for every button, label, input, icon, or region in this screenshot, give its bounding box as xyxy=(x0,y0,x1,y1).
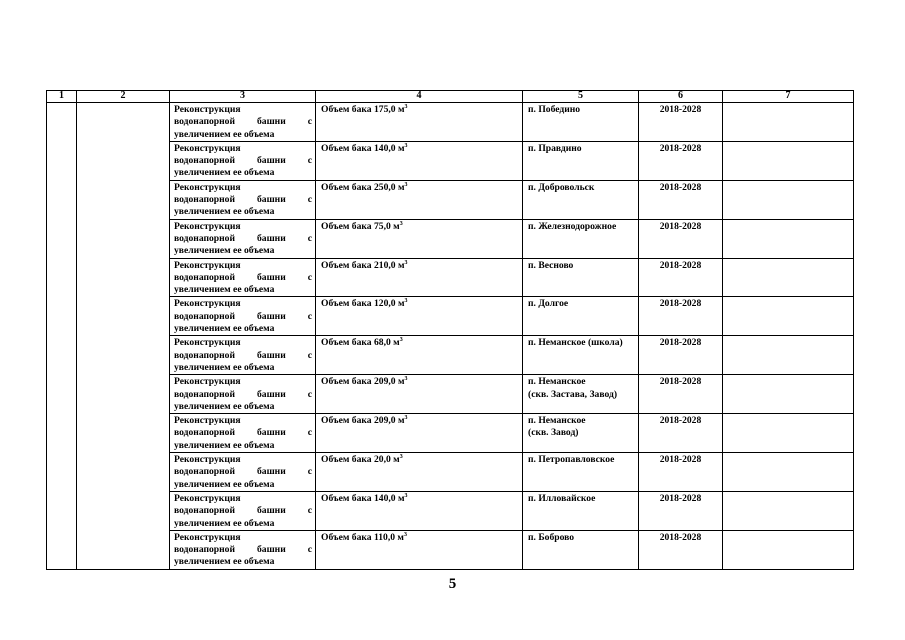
volume-text: Объем бака 209,0 м xyxy=(321,376,405,388)
volume-cell xyxy=(316,141,523,180)
table-header-row xyxy=(47,91,854,103)
unit-superscript: 3 xyxy=(403,531,407,538)
column-header: 7 xyxy=(723,91,854,103)
cell-col7 xyxy=(723,453,854,492)
desc-word: башни xyxy=(256,271,286,283)
volume-cell xyxy=(316,336,523,375)
period-cell xyxy=(639,103,723,142)
desc-word: с xyxy=(307,310,312,322)
period-cell xyxy=(639,530,723,569)
location-line: п. Неманское xyxy=(528,415,586,427)
unit-superscript: 3 xyxy=(399,337,403,344)
desc-line: Реконструкция xyxy=(174,220,241,232)
location-line: п. Илловайское xyxy=(528,492,596,504)
volume-cell xyxy=(316,180,523,219)
desc-line: увеличением ее объема xyxy=(174,556,275,568)
desc-line: увеличением ее объема xyxy=(174,361,275,373)
period-cell xyxy=(639,219,723,258)
description-cell xyxy=(170,375,316,414)
desc-line xyxy=(174,233,312,245)
desc-line: увеличением ее объема xyxy=(174,284,275,296)
desc-line xyxy=(174,505,312,517)
volume-cell xyxy=(316,453,523,492)
location-line: п. Победино xyxy=(528,104,581,115)
cell-col7 xyxy=(723,491,854,530)
column-header: 1 xyxy=(47,91,77,103)
volume-cell xyxy=(316,258,523,297)
location-cell xyxy=(523,297,639,336)
table-row xyxy=(47,103,854,142)
location-line: (скв. Завод) xyxy=(528,427,579,439)
desc-word: с xyxy=(307,194,312,206)
desc-line xyxy=(174,466,312,478)
cell-col7 xyxy=(723,414,854,453)
description-cell xyxy=(170,336,316,375)
location-cell xyxy=(523,258,639,297)
desc-word: башни xyxy=(256,466,286,478)
volume-text: Объем бака 175,0 м xyxy=(321,104,405,115)
volume-text: Объем бака 140,0 м xyxy=(321,492,405,504)
volume-cell xyxy=(316,103,523,142)
desc-word: с xyxy=(307,116,312,128)
location-line: п. Петропавловское xyxy=(528,454,615,466)
period-text: 2018-2028 xyxy=(659,337,702,349)
desc-line xyxy=(174,427,312,439)
unit-superscript: 3 xyxy=(404,376,408,383)
desc-line: Реконструкция xyxy=(174,531,241,543)
desc-line: увеличением ее объема xyxy=(174,517,275,529)
column-header: 5 xyxy=(523,91,639,103)
desc-line: Реконструкция xyxy=(174,142,241,154)
location-line: п. Добровольск xyxy=(528,181,595,193)
desc-word: с xyxy=(307,388,312,400)
location-line: (скв. Застава, Завод) xyxy=(528,388,618,400)
desc-word: водонапорной xyxy=(174,310,235,322)
location-cell xyxy=(523,180,639,219)
desc-line: Реконструкция xyxy=(174,415,241,427)
unit-superscript: 3 xyxy=(404,298,408,305)
period-cell xyxy=(639,180,723,219)
volume-cell xyxy=(316,414,523,453)
location-line: п. Долгое xyxy=(528,298,569,310)
volume-text: Объем бака 20,0 м xyxy=(321,454,400,466)
period-text: 2018-2028 xyxy=(659,376,702,388)
desc-line xyxy=(174,194,312,206)
desc-line: Реконструкция xyxy=(174,492,241,504)
description-cell xyxy=(170,141,316,180)
desc-word: с xyxy=(307,505,312,517)
cell-col7 xyxy=(723,336,854,375)
location-cell xyxy=(523,453,639,492)
volume-text: Объем бака 209,0 м xyxy=(321,415,405,427)
description-cell xyxy=(170,530,316,569)
location-line: п. Правдино xyxy=(528,142,582,154)
period-cell xyxy=(639,297,723,336)
desc-word: башни xyxy=(256,194,286,206)
desc-line: увеличением ее объема xyxy=(174,206,275,218)
cell-col7 xyxy=(723,219,854,258)
volume-cell xyxy=(316,219,523,258)
description-cell xyxy=(170,219,316,258)
volume-cell xyxy=(316,297,523,336)
period-cell xyxy=(639,258,723,297)
desc-line: увеличением ее объема xyxy=(174,478,275,490)
location-cell xyxy=(523,530,639,569)
volume-text: Объем бака 120,0 м xyxy=(321,298,405,310)
column-header: 4 xyxy=(316,91,523,103)
desc-word: с xyxy=(307,232,312,244)
period-text: 2018-2028 xyxy=(659,104,702,115)
desc-line xyxy=(174,544,312,556)
location-cell xyxy=(523,141,639,180)
volume-text: Объем бака 68,0 м xyxy=(321,337,400,349)
description-cell xyxy=(170,297,316,336)
location-line: п. Боброво xyxy=(528,531,575,543)
desc-line: Реконструкция xyxy=(174,298,241,310)
desc-line: Реконструкция xyxy=(174,181,241,193)
volume-text: Объем бака 110,0 м xyxy=(321,531,404,543)
desc-line xyxy=(174,116,312,128)
desc-word: водонапорной xyxy=(174,349,235,361)
column-header: 6 xyxy=(639,91,723,103)
unit-superscript: 3 xyxy=(404,415,408,422)
desc-word: водонапорной xyxy=(174,116,235,128)
desc-word: водонапорной xyxy=(174,232,235,244)
period-text: 2018-2028 xyxy=(659,298,702,310)
description-cell xyxy=(170,491,316,530)
unit-superscript: 3 xyxy=(399,220,403,227)
desc-line: увеличением ее объема xyxy=(174,128,275,140)
cell-col7 xyxy=(723,141,854,180)
desc-word: башни xyxy=(256,116,286,128)
cell-col2 xyxy=(77,103,170,570)
location-cell xyxy=(523,414,639,453)
table-body xyxy=(47,103,854,570)
desc-word: водонапорной xyxy=(174,388,235,400)
desc-word: водонапорной xyxy=(174,427,235,439)
column-header: 3 xyxy=(170,91,316,103)
location-cell xyxy=(523,103,639,142)
period-cell xyxy=(639,141,723,180)
description-cell xyxy=(170,414,316,453)
period-text: 2018-2028 xyxy=(659,142,702,154)
period-text: 2018-2028 xyxy=(659,454,702,466)
location-cell xyxy=(523,491,639,530)
desc-line: увеличением ее объема xyxy=(174,439,275,451)
desc-line xyxy=(174,155,312,167)
location-line: п. Неманское xyxy=(528,376,586,388)
unit-superscript: 3 xyxy=(404,142,408,149)
desc-word: с xyxy=(307,466,312,478)
period-cell xyxy=(639,414,723,453)
desc-word: водонапорной xyxy=(174,505,235,517)
volume-text: Объем бака 250,0 м xyxy=(321,181,405,193)
description-cell xyxy=(170,180,316,219)
period-cell xyxy=(639,491,723,530)
desc-line xyxy=(174,311,312,323)
volume-cell xyxy=(316,375,523,414)
volume-cell xyxy=(316,530,523,569)
period-text: 2018-2028 xyxy=(659,181,702,193)
column-header: 2 xyxy=(77,91,170,103)
unit-superscript: 3 xyxy=(399,454,403,461)
unit-superscript: 3 xyxy=(404,492,408,499)
volume-text: Объем бака 210,0 м xyxy=(321,259,405,271)
desc-word: башни xyxy=(256,155,286,167)
period-cell xyxy=(639,453,723,492)
desc-line: Реконструкция xyxy=(174,259,241,271)
description-cell xyxy=(170,453,316,492)
period-cell xyxy=(639,336,723,375)
cell-col1 xyxy=(47,103,77,570)
desc-line xyxy=(174,389,312,401)
desc-word: башни xyxy=(256,505,286,517)
desc-line: увеличением ее объема xyxy=(174,323,275,335)
period-text: 2018-2028 xyxy=(659,220,702,232)
volume-text: Объем бака 75,0 м xyxy=(321,220,400,232)
unit-superscript: 3 xyxy=(404,181,408,188)
period-text: 2018-2028 xyxy=(659,415,702,427)
location-cell xyxy=(523,219,639,258)
desc-word: башни xyxy=(256,427,286,439)
desc-line: Реконструкция xyxy=(174,376,241,388)
desc-word: башни xyxy=(256,349,286,361)
desc-line: Реконструкция xyxy=(174,454,241,466)
desc-word: водонапорной xyxy=(174,194,235,206)
desc-word: водонапорной xyxy=(174,155,235,167)
desc-line xyxy=(174,350,312,362)
cell-col7 xyxy=(723,258,854,297)
desc-word: с xyxy=(307,155,312,167)
period-cell xyxy=(639,375,723,414)
period-text: 2018-2028 xyxy=(659,492,702,504)
cell-col7 xyxy=(723,375,854,414)
desc-word: башни xyxy=(256,310,286,322)
unit-superscript: 3 xyxy=(404,259,408,266)
desc-word: с xyxy=(307,271,312,283)
location-cell xyxy=(523,375,639,414)
description-cell xyxy=(170,258,316,297)
cell-col7 xyxy=(723,530,854,569)
location-line: п. Железнодорожное xyxy=(528,220,617,232)
desc-word: башни xyxy=(256,232,286,244)
desc-word: с xyxy=(307,427,312,439)
desc-line: увеличением ее объема xyxy=(174,245,275,257)
cell-col7 xyxy=(723,297,854,336)
desc-word: башни xyxy=(256,544,286,556)
period-text: 2018-2028 xyxy=(659,259,702,271)
desc-word: водонапорной xyxy=(174,466,235,478)
desc-line: Реконструкция xyxy=(174,337,241,349)
description-cell xyxy=(170,103,316,142)
desc-line: увеличением ее объема xyxy=(174,167,275,179)
desc-word: водонапорной xyxy=(174,544,235,556)
projects-table xyxy=(46,90,854,570)
cell-col7 xyxy=(723,180,854,219)
cell-col7 xyxy=(723,103,854,142)
location-cell xyxy=(523,336,639,375)
desc-line: увеличением ее объема xyxy=(174,400,275,412)
unit-superscript: 3 xyxy=(404,104,408,110)
page-number: 5 xyxy=(448,576,457,592)
location-line: п. Неманское (школа) xyxy=(528,337,623,349)
desc-word: башни xyxy=(256,388,286,400)
volume-cell xyxy=(316,491,523,530)
desc-line xyxy=(174,272,312,284)
desc-word: с xyxy=(307,544,312,556)
desc-word: с xyxy=(307,349,312,361)
desc-word: водонапорной xyxy=(174,271,235,283)
desc-line: Реконструкция xyxy=(174,104,241,115)
volume-text: Объем бака 140,0 м xyxy=(321,142,405,154)
location-line: п. Весново xyxy=(528,259,574,271)
period-text: 2018-2028 xyxy=(659,531,702,543)
